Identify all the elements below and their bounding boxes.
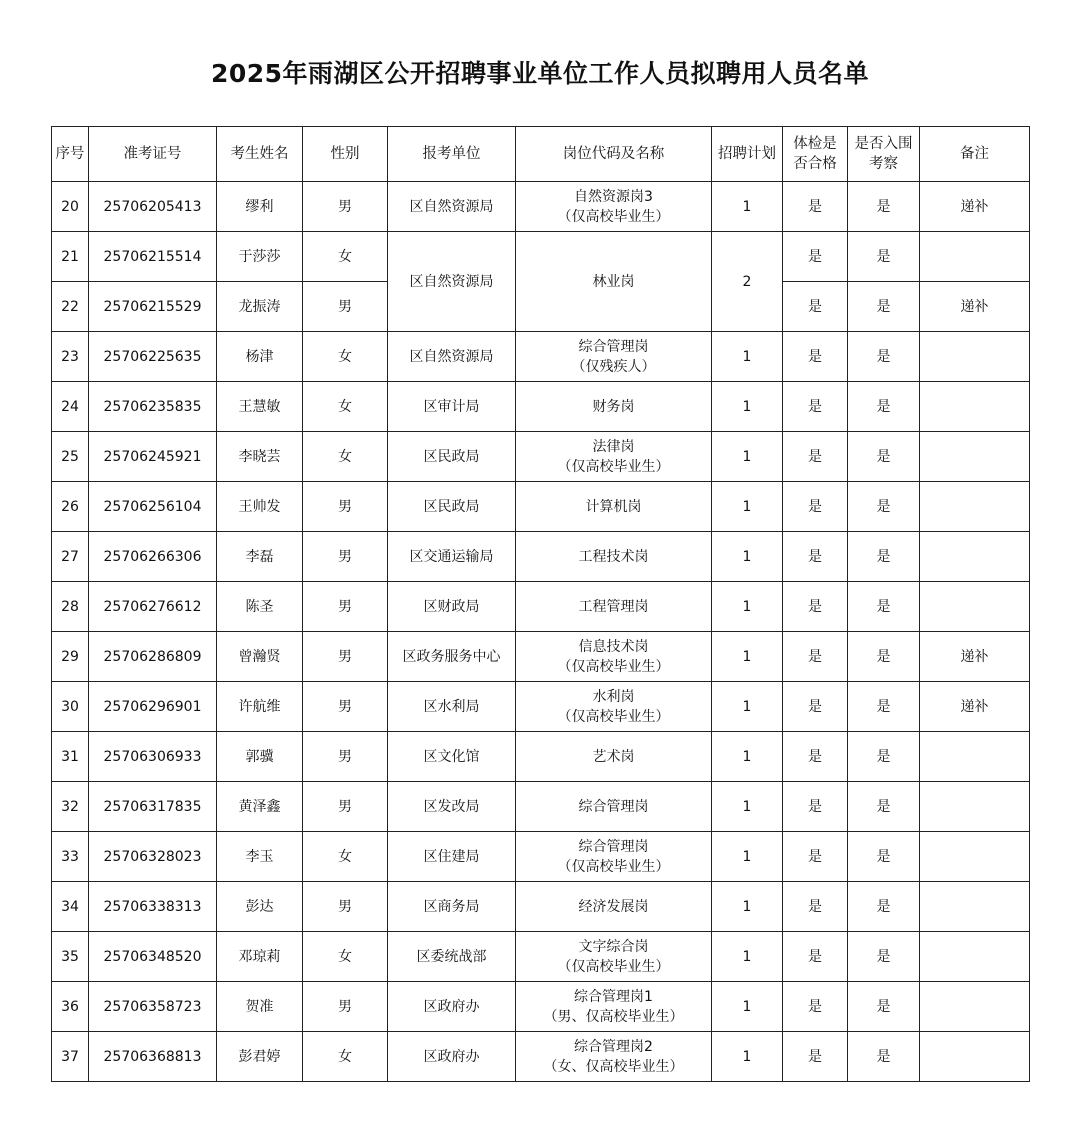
hire-list-table [51, 126, 1030, 1082]
seq-cell: 29 [52, 632, 89, 682]
exam-id-cell: 25706235835 [89, 382, 217, 432]
post-line: 综合管理岗 [578, 338, 649, 355]
inspection-cell: 是 [848, 432, 920, 482]
unit-cell: 区商务局 [388, 882, 516, 932]
exam-id-cell: 25706348520 [89, 932, 217, 982]
gender-cell: 男 [303, 682, 388, 732]
gender-cell: 男 [303, 282, 388, 332]
physical-cell: 是 [783, 182, 848, 232]
header-plan: 招聘计划 [712, 127, 783, 182]
plan-cell: 1 [712, 882, 783, 932]
post-cell [516, 432, 712, 482]
plan-cell: 1 [712, 182, 783, 232]
exam-id-cell: 25706306933 [89, 732, 217, 782]
plan-cell: 1 [712, 532, 783, 582]
table-row [52, 932, 1030, 982]
plan-cell: 1 [712, 782, 783, 832]
gender-cell: 男 [303, 532, 388, 582]
exam-id-cell: 25706225635 [89, 332, 217, 382]
seq-cell: 27 [52, 532, 89, 582]
unit-cell: 区政府办 [388, 982, 516, 1032]
unit-cell: 区财政局 [388, 582, 516, 632]
post-cell [516, 732, 712, 782]
post-line: （仅高校毕业生） [557, 958, 670, 975]
note-cell [920, 582, 1030, 632]
inspection-cell: 是 [848, 232, 920, 282]
note-cell [920, 782, 1030, 832]
seq-cell: 30 [52, 682, 89, 732]
post-line: （仅残疾人） [571, 358, 656, 375]
post-line: 综合管理岗2 [574, 1038, 653, 1055]
post-cell [516, 182, 712, 232]
table-row [52, 582, 1030, 632]
physical-cell: 是 [783, 1032, 848, 1082]
seq-cell: 33 [52, 832, 89, 882]
gender-cell: 女 [303, 232, 388, 282]
inspection-cell: 是 [848, 582, 920, 632]
exam-id-cell: 25706256104 [89, 482, 217, 532]
plan-cell: 2 [712, 232, 783, 332]
name-cell: 于莎莎 [217, 232, 303, 282]
name-cell: 王帅发 [217, 482, 303, 532]
note-cell [920, 232, 1030, 282]
inspection-cell: 是 [848, 682, 920, 732]
exam-id-cell: 25706205413 [89, 182, 217, 232]
note-cell [920, 732, 1030, 782]
note-cell [920, 332, 1030, 382]
physical-cell: 是 [783, 782, 848, 832]
post-line: 信息技术岗 [578, 638, 649, 655]
exam-id-cell: 25706296901 [89, 682, 217, 732]
post-line: （仅高校毕业生） [557, 208, 670, 225]
plan-cell: 1 [712, 982, 783, 1032]
post-cell [516, 982, 712, 1032]
exam-id-cell: 25706276612 [89, 582, 217, 632]
name-cell: 黄泽鑫 [217, 782, 303, 832]
unit-cell: 区住建局 [388, 832, 516, 882]
table-row [52, 782, 1030, 832]
inspection-cell: 是 [848, 982, 920, 1032]
name-cell: 龙振涛 [217, 282, 303, 332]
exam-id-cell: 25706358723 [89, 982, 217, 1032]
note-cell [920, 482, 1030, 532]
gender-cell: 男 [303, 982, 388, 1032]
inspection-cell: 是 [848, 782, 920, 832]
name-cell: 郭骥 [217, 732, 303, 782]
unit-cell: 区委统战部 [388, 932, 516, 982]
seq-cell: 22 [52, 282, 89, 332]
gender-cell: 男 [303, 882, 388, 932]
exam-id-cell: 25706286809 [89, 632, 217, 682]
gender-cell: 男 [303, 582, 388, 632]
post-line: 综合管理岗 [578, 798, 649, 815]
table-row [52, 382, 1030, 432]
post-cell [516, 532, 712, 582]
name-cell: 李磊 [217, 532, 303, 582]
gender-cell: 男 [303, 182, 388, 232]
seq-cell: 24 [52, 382, 89, 432]
exam-id-cell: 25706317835 [89, 782, 217, 832]
name-cell: 彭君婷 [217, 1032, 303, 1082]
name-cell: 李晓芸 [217, 432, 303, 482]
note-cell [920, 532, 1030, 582]
post-line: 综合管理岗 [578, 838, 649, 855]
table-row [52, 982, 1030, 1032]
unit-cell: 区政府办 [388, 1032, 516, 1082]
table-row [52, 232, 1030, 282]
table-header-row [52, 127, 1030, 182]
post-line: （仅高校毕业生） [557, 658, 670, 675]
post-cell [516, 232, 712, 332]
post-line: （仅高校毕业生） [557, 858, 670, 875]
unit-cell: 区文化馆 [388, 732, 516, 782]
plan-cell: 1 [712, 432, 783, 482]
table-body [52, 182, 1030, 1082]
table-row [52, 432, 1030, 482]
physical-cell: 是 [783, 282, 848, 332]
physical-cell: 是 [783, 482, 848, 532]
post-cell [516, 382, 712, 432]
inspection-cell: 是 [848, 932, 920, 982]
post-cell [516, 1032, 712, 1082]
name-cell: 邓琼莉 [217, 932, 303, 982]
unit-cell: 区交通运输局 [388, 532, 516, 582]
header-seq: 序号 [52, 127, 89, 182]
table-row [52, 682, 1030, 732]
post-cell [516, 482, 712, 532]
page-title: 2025年雨湖区公开招聘事业单位工作人员拟聘用人员名单 [210, 59, 870, 88]
physical-cell: 是 [783, 432, 848, 482]
physical-cell: 是 [783, 982, 848, 1032]
unit-cell: 区民政局 [388, 482, 516, 532]
gender-cell: 男 [303, 732, 388, 782]
seq-cell: 23 [52, 332, 89, 382]
exam-id-cell: 25706328023 [89, 832, 217, 882]
header-post: 岗位代码及名称 [516, 127, 712, 182]
post-line: 文字综合岗 [578, 938, 649, 955]
seq-cell: 37 [52, 1032, 89, 1082]
seq-cell: 34 [52, 882, 89, 932]
post-line: （男、仅高校毕业生） [543, 1008, 684, 1025]
name-cell: 曾瀚贤 [217, 632, 303, 682]
inspection-cell: 是 [848, 332, 920, 382]
post-line: 经济发展岗 [578, 898, 649, 915]
seq-cell: 36 [52, 982, 89, 1032]
plan-cell: 1 [712, 832, 783, 882]
post-line: 综合管理岗1 [574, 988, 653, 1005]
seq-cell: 32 [52, 782, 89, 832]
inspection-cell: 是 [848, 882, 920, 932]
post-line: 工程管理岗 [578, 598, 649, 615]
post-cell [516, 782, 712, 832]
post-line: 财务岗 [592, 398, 635, 415]
table-row [52, 832, 1030, 882]
header-exam-id: 准考证号 [89, 127, 217, 182]
inspection-cell: 是 [848, 382, 920, 432]
post-line: 自然资源岗3 [574, 188, 653, 205]
post-cell [516, 832, 712, 882]
unit-cell: 区水利局 [388, 682, 516, 732]
post-line: 法律岗 [592, 438, 635, 455]
seq-cell: 28 [52, 582, 89, 632]
plan-cell: 1 [712, 632, 783, 682]
header-note: 备注 [920, 127, 1030, 182]
note-cell: 递补 [920, 682, 1030, 732]
post-cell [516, 932, 712, 982]
physical-cell: 是 [783, 382, 848, 432]
gender-cell: 男 [303, 482, 388, 532]
header-inspection [848, 127, 920, 182]
gender-cell: 女 [303, 382, 388, 432]
exam-id-cell: 25706368813 [89, 1032, 217, 1082]
exam-id-cell: 25706245921 [89, 432, 217, 482]
exam-id-cell: 25706338313 [89, 882, 217, 932]
table-row [52, 882, 1030, 932]
post-line: （仅高校毕业生） [557, 708, 670, 725]
post-cell [516, 882, 712, 932]
note-cell: 递补 [920, 632, 1030, 682]
seq-cell: 26 [52, 482, 89, 532]
header-physical [783, 127, 848, 182]
physical-cell: 是 [783, 532, 848, 582]
seq-cell: 20 [52, 182, 89, 232]
header-inspection-line: 是否入围 [854, 136, 913, 152]
table-row [52, 482, 1030, 532]
exam-id-cell: 25706215529 [89, 282, 217, 332]
gender-cell: 女 [303, 432, 388, 482]
plan-cell: 1 [712, 332, 783, 382]
table-row [52, 532, 1030, 582]
note-cell [920, 1032, 1030, 1082]
inspection-cell: 是 [848, 732, 920, 782]
unit-cell: 区自然资源局 [388, 232, 516, 332]
post-line: 林业岗 [592, 273, 635, 290]
exam-id-cell: 25706266306 [89, 532, 217, 582]
unit-cell: 区发改局 [388, 782, 516, 832]
note-cell: 递补 [920, 182, 1030, 232]
plan-cell: 1 [712, 582, 783, 632]
physical-cell: 是 [783, 932, 848, 982]
seq-cell: 35 [52, 932, 89, 982]
inspection-cell: 是 [848, 482, 920, 532]
table-row [52, 632, 1030, 682]
seq-cell: 21 [52, 232, 89, 282]
post-line: 艺术岗 [592, 748, 635, 765]
header-physical-line: 体检是 [793, 136, 837, 152]
plan-cell: 1 [712, 382, 783, 432]
seq-cell: 31 [52, 732, 89, 782]
inspection-cell: 是 [848, 1032, 920, 1082]
table-row [52, 1032, 1030, 1082]
header-gender: 性别 [303, 127, 388, 182]
header-unit: 报考单位 [388, 127, 516, 182]
seq-cell: 25 [52, 432, 89, 482]
post-cell [516, 632, 712, 682]
name-cell: 陈圣 [217, 582, 303, 632]
note-cell [920, 382, 1030, 432]
gender-cell: 男 [303, 782, 388, 832]
physical-cell: 是 [783, 882, 848, 932]
gender-cell: 女 [303, 932, 388, 982]
inspection-cell: 是 [848, 632, 920, 682]
header-physical-line: 否合格 [793, 156, 837, 172]
name-cell: 王慧敏 [217, 382, 303, 432]
gender-cell: 女 [303, 332, 388, 382]
note-cell [920, 882, 1030, 932]
gender-cell: 女 [303, 832, 388, 882]
table-row [52, 182, 1030, 232]
note-cell [920, 932, 1030, 982]
physical-cell: 是 [783, 582, 848, 632]
inspection-cell: 是 [848, 832, 920, 882]
name-cell: 贺准 [217, 982, 303, 1032]
unit-cell: 区审计局 [388, 382, 516, 432]
post-cell [516, 332, 712, 382]
physical-cell: 是 [783, 682, 848, 732]
inspection-cell: 是 [848, 532, 920, 582]
note-cell: 递补 [920, 282, 1030, 332]
post-line: （女、仅高校毕业生） [543, 1058, 684, 1075]
name-cell: 彭达 [217, 882, 303, 932]
gender-cell: 女 [303, 1032, 388, 1082]
inspection-cell: 是 [848, 282, 920, 332]
plan-cell: 1 [712, 482, 783, 532]
post-line: （仅高校毕业生） [557, 458, 670, 475]
plan-cell: 1 [712, 1032, 783, 1082]
physical-cell: 是 [783, 832, 848, 882]
note-cell [920, 432, 1030, 482]
inspection-cell: 是 [848, 182, 920, 232]
unit-cell: 区民政局 [388, 432, 516, 482]
plan-cell: 1 [712, 682, 783, 732]
table-row [52, 332, 1030, 382]
physical-cell: 是 [783, 732, 848, 782]
post-line: 工程技术岗 [578, 548, 649, 565]
header-inspection-line: 考察 [869, 156, 898, 172]
unit-cell: 区自然资源局 [388, 182, 516, 232]
note-cell [920, 982, 1030, 1032]
plan-cell: 1 [712, 732, 783, 782]
name-cell: 许航维 [217, 682, 303, 732]
physical-cell: 是 [783, 232, 848, 282]
header-name: 考生姓名 [217, 127, 303, 182]
physical-cell: 是 [783, 332, 848, 382]
post-cell [516, 582, 712, 632]
physical-cell: 是 [783, 632, 848, 682]
gender-cell: 男 [303, 632, 388, 682]
note-cell [920, 832, 1030, 882]
name-cell: 李玉 [217, 832, 303, 882]
table-row [52, 732, 1030, 782]
plan-cell: 1 [712, 932, 783, 982]
post-line: 计算机岗 [585, 498, 642, 515]
name-cell: 缪利 [217, 182, 303, 232]
name-cell: 杨津 [217, 332, 303, 382]
unit-cell: 区自然资源局 [388, 332, 516, 382]
unit-cell: 区政务服务中心 [388, 632, 516, 682]
post-cell [516, 682, 712, 732]
exam-id-cell: 25706215514 [89, 232, 217, 282]
post-line: 水利岗 [592, 688, 635, 705]
